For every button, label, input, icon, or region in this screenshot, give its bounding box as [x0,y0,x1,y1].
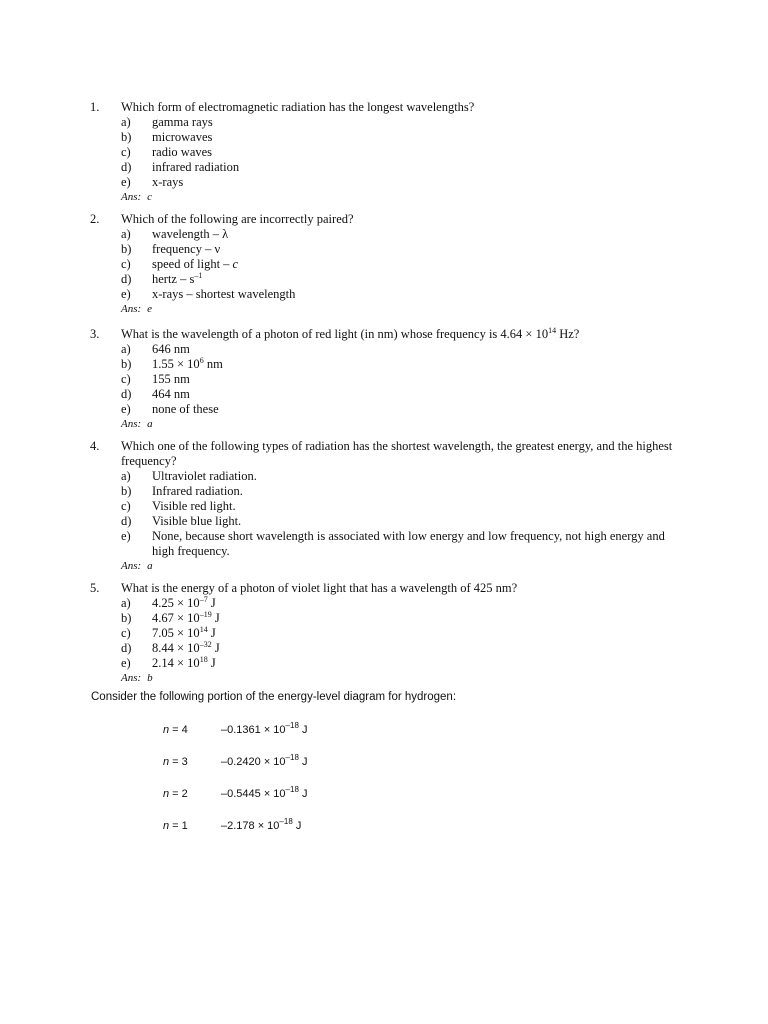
question-number: 1. [90,100,100,114]
option-a: a) 646 nm [121,342,190,356]
option-c: c) 155 nm [121,372,190,386]
question-number: 3. [90,327,100,341]
question-number: 5. [90,581,100,595]
option-d: d) infrared radiation [121,160,240,174]
answer: Ans: b [121,672,153,684]
answer: Ans: e [121,303,153,315]
option-a: a) wavelength – λ [121,227,229,241]
question-text: What is the energy of a photon of violet light that has a wavelength of 425 nm? [121,581,518,595]
option-list [121,115,690,190]
energy-level-2: n = 2 $-0.5445 \times 10^{-18}$ J [163,785,308,800]
energy-diagram-heading: Consider the following portion of the energy-level diagram for hydrogen: [91,691,457,703]
answer: Ans: c [121,191,153,203]
question-text: Which form of electromagnetic radiation has the longest wavelengths? [121,100,475,114]
option-c: c) speed of light – c [121,257,239,271]
option-e: e) x-rays [121,175,184,189]
option-c: c) radio waves [121,145,213,159]
option-b: b) Infrared radiation. [121,484,243,498]
question-1 [90,100,690,205]
option-b: b) $4.67 \times 10^{-19}$ J [121,610,220,625]
option-e: e) None, because short wavelength is associated with low energy and low frequency, not high energy and high frequency. [121,529,665,558]
option-d: d) hertz – $s^{-1}$ [121,271,203,286]
question-text: Which one of the following types of radiation has the shortest wavelength, the greatest energy, and the highest frequency? [121,439,673,468]
option-d: d) 464 nm [121,387,190,401]
option-d: d) $8.44 \times 10^{-32}$ J [121,640,220,655]
option-c: c) $7.05 \times 10^{14}$ J [121,625,216,640]
energy-level-4: n = 4 $-0.1361 \times 10^{-18}$ J [163,721,308,736]
option-list [121,342,690,417]
question-3 [90,327,690,432]
option-a: a) $4.25 \times 10^{-7}$ J [121,595,216,610]
question-number: 2. [90,212,100,226]
energy-level-1: n = 1 $-2.178 \times 10^{-18}$ J [163,817,302,832]
option-b: b) microwaves [121,130,213,144]
answer: Ans: a [121,418,153,430]
option-list [121,227,690,302]
option-b: b) $1.55 \times 10^6$ nm [121,356,223,371]
option-e: e) none of these [121,402,219,416]
question-4 [90,439,690,574]
question-number: 4. [90,439,100,453]
option-b: b) frequency – ν [121,242,221,256]
answer: Ans: a [121,560,153,572]
option-d: d) Visible blue light. [121,514,242,528]
option-e: e) x-rays – shortest wavelength [121,287,296,301]
option-a: a) Ultraviolet radiation. [121,469,257,483]
question-2 [90,212,690,317]
energy-level-3: n = 3 $-0.2420 \times 10^{-18}$ J [163,753,308,768]
option-list [121,469,690,559]
option-list [121,596,690,671]
option-e: e) $2.14 \times 10^{18}$ J [121,655,216,670]
question-text: Which of the following are incorrectly paired? [121,212,354,226]
question-5 [90,581,690,686]
question-text: What is the wavelength of a photon of red light (in nm) whose frequency is $4.64 \times 10^{14}$ Hz? [121,326,580,341]
option-c: c) Visible red light. [121,499,236,513]
option-a: a) gamma rays [121,115,213,129]
